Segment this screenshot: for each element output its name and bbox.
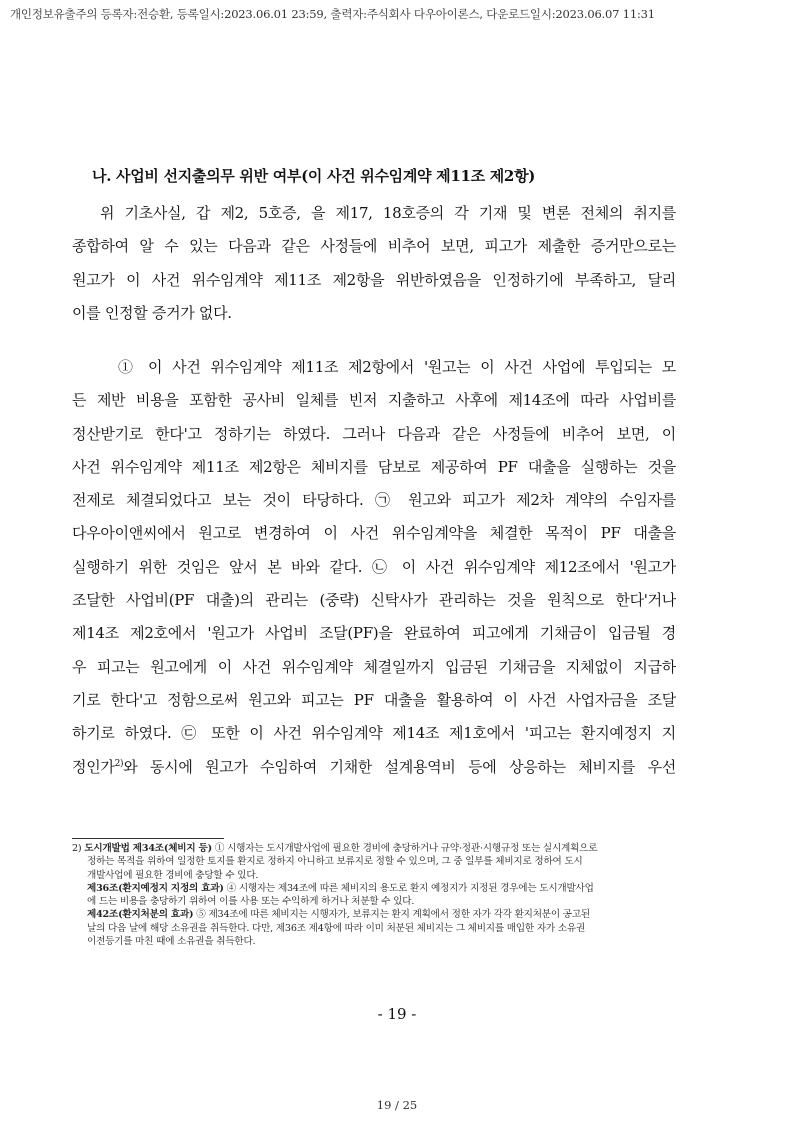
paragraph-line: 이를 인정할 증거가 없다. [72, 303, 232, 322]
footnote-line [72, 842, 682, 855]
footnote-title: 제36조(환지예정지 지정의 효과) [87, 882, 224, 894]
print-header: 개인정보유출주의 등록자:전승환, 등록일시:2023.06.01 23:59, 출력자:주식회사 다우아이론스, 다운로드일시:2023.06.07 11:31 [10, 7, 655, 21]
paragraph-line: 원고가 이 사건 위수임계약 제11조 제2항을 위반하였음을 인정하기에 부족하고, 달리 [72, 270, 676, 289]
paragraph-line: 든 제반 비용을 포함한 공사비 일체를 빈저 지출하고 사후에 제14조에 따라 사업비를 [72, 391, 676, 410]
footnote-line: 정하는 목적을 위하여 일정한 토지를 환지로 정하지 아니하고 보류지로 정할 수 있으며, 그 중 일부를 체비지로 정하여 도시 [87, 856, 583, 868]
footnote-line: 에 드는 비용을 충당하기 위하여 이를 사용 또는 수익하게 하거나 처분할 수 있다. [87, 896, 415, 908]
page-number: - 19 - [377, 1005, 417, 1023]
footnote-line: 날의 다음 날에 해당 소유권을 취득한다. 다만, 제36조 제4항에 따라 이미 처분된 체비지는 그 체비지를 매입한 자가 소유권 [87, 922, 586, 934]
paragraph-line: ① 이 사건 위수임계약 제11조 제2항에서 '원고는 이 사건 사업에 투입되는 모 [118, 358, 676, 376]
paragraph-line: 종합하여 알 수 있는 다음과 같은 사정들에 비추어 보면, 피고가 제출한 증거만으로는 [72, 237, 676, 256]
footnote-line [72, 882, 682, 895]
footnotes [72, 842, 682, 948]
footnote-title: 제42조(환지처분의 효과) [87, 909, 194, 921]
paragraph-1 [72, 197, 676, 330]
footnote-line: 이전등기를 마친 때에 소유권을 취득한다. [87, 936, 256, 948]
footnote-line: 개발사업에 필요한 경비에 충당할 수 있다. [87, 869, 259, 881]
paragraph-line: 전제로 체결되었다고 보는 것이 타당하다. ㉠ 원고와 피고가 제2차 계약의 수임자를 [72, 491, 676, 510]
paragraph-2 [72, 351, 676, 784]
footnote-reference[interactable]: 2) [114, 758, 124, 769]
paragraph-line: 위 기초사실, 갑 제2, 5호증, 을 제17, 18호증의 각 기재 및 변론 전체의 취지를 [100, 204, 676, 222]
footnote-text: ⑤ 제34조에 따른 체비지는 시행자가, 보류지는 환지 계획에서 정한 자가 각각 환지처분이 공고된 [196, 909, 590, 921]
paragraph-line [72, 751, 676, 784]
paragraph-line: 기로 한다'고 정함으로써 원고와 피고는 PF 대출을 활용하여 이 사건 사업자금을 조달 [72, 690, 676, 709]
footnote-divider [72, 838, 224, 839]
page-counter: 19 / 25 [376, 1098, 418, 1112]
footnote-title: 도시개발법 제34조(체비지 등) [84, 843, 212, 854]
paragraph-line: 다우아이앤씨에서 원고로 변경하여 이 사건 위수임계약을 체결한 목적이 PF 대출을 [72, 524, 676, 543]
paragraph-line-end: 와 동시에 원고가 수임하여 기채한 설계용역비 등에 상응하는 체비지를 우선 [123, 757, 676, 776]
paragraph-line: 하기로 하였다. ㉢ 또한 이 사건 위수임계약 제14조 제1호에서 '피고는 환지예정지 지 [72, 724, 676, 743]
paragraph-line: 우 피고는 원고에게 이 사건 위수임계약 체결일까지 입금된 기채금을 지체없이 지급하 [72, 657, 676, 676]
footnote-text: ① 시행자는 도시개발사업에 필요한 경비에 충당하거나 규약·정관·시행규정 또는 실시계획으로 [214, 843, 598, 854]
footnote-number: 2) [72, 843, 82, 854]
paragraph-line: 조달한 사업비(PF 대출)의 관리는 (중략) 신탁사가 관리하는 것을 원칙으로 한다'거나 [72, 591, 676, 610]
section-heading: 나. 사업비 선지출의무 위반 여부(이 사건 위수임계약 제11조 제2항) [92, 167, 536, 185]
paragraph-line: 실행하기 위한 것임은 앞서 본 바와 같다. ㉡ 이 사건 위수임계약 제12조에서 '원고가 [72, 557, 676, 576]
paragraph-line: 제14조 제2호에서 '원고가 사업비 조달(PF)을 완료하여 피고에게 기채금이 입금될 경 [72, 624, 676, 643]
footnote-text: ④ 시행자는 제34조에 따른 체비지의 용도로 환지 예정지가 지정된 경우에는 도시개발사업 [226, 882, 594, 894]
paragraph-line-start: 정인가 [72, 757, 115, 776]
footnote-line [72, 908, 682, 921]
paragraph-line: 정산받기로 한다'고 정하기는 하였다. 그러나 다음과 같은 사정들에 비추어 보면, 이 [72, 424, 676, 443]
paragraph-line: 사건 위수임계약 제11조 제2항은 체비지를 담보로 제공하여 PF 대출을 실행하는 것을 [72, 457, 676, 476]
